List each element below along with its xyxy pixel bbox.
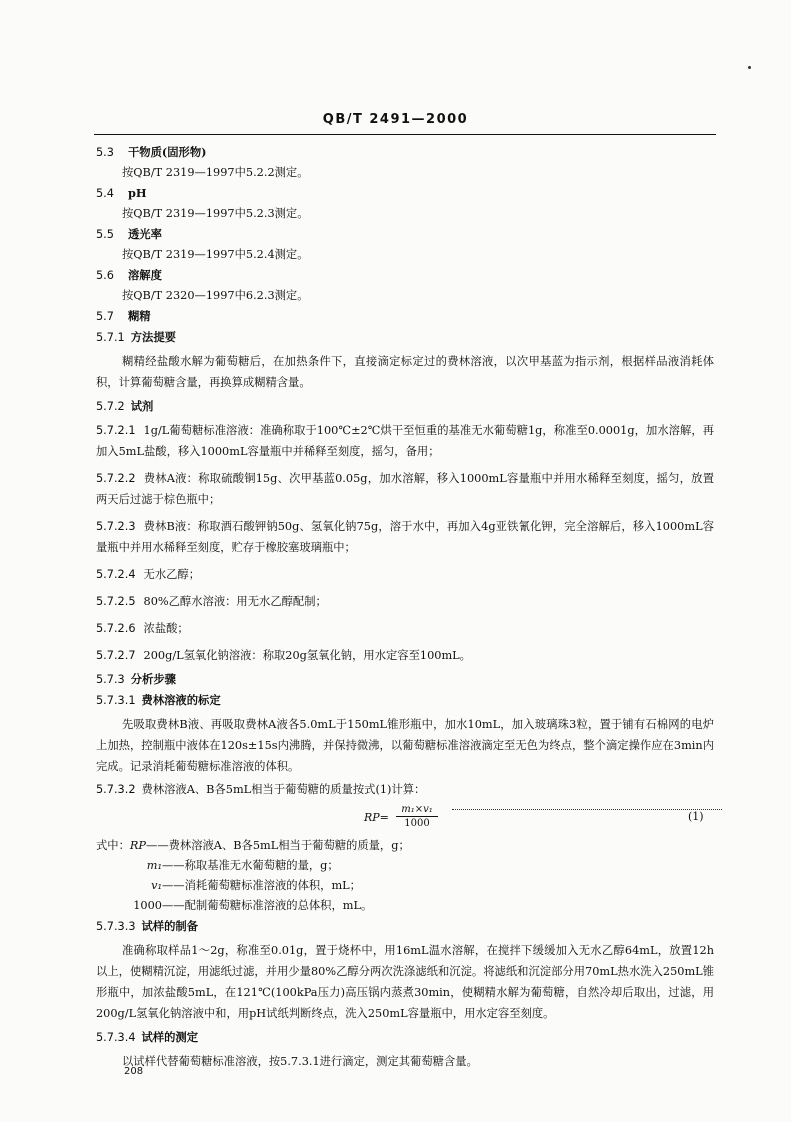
section-5-7-1-heading: 5.7.1 方法提要	[96, 330, 176, 344]
section-5-6-body: 按QB/T 2320—1997中6.2.3测定。	[122, 289, 309, 302]
variable-definition: v₁——消耗葡萄糖标准溶液的体积，mL；	[151, 879, 361, 892]
formula-lhs: RP=	[364, 811, 389, 824]
section-5-3-body: 按QB/T 2319—1997中5.2.2测定。	[122, 166, 309, 179]
section-5-7-2-heading: 5.7.2 试剂	[96, 399, 154, 413]
section-5-7-3-3-body: 准确称取样品1～2g，称准至0.01g，置于烧杯中，用16mL温水溶解，在搅拌下缓缓加入无水乙醇64mL，放置12h以上，使糊精沉淀，用滤纸过滤，并用少量80%乙醇分两次洗涤滤纸和沉淀。将滤纸和沉淀部分用70mL热水洗入250mL锥形瓶中，加浓盐酸5mL，在121℃(100kPa压力)高压锅内蒸煮30min，使糊精水解为葡萄糖，自然冷却后取出，过滤，用200g/L氢氧化钠溶液中和，用pH试纸判断终点，洗入250mL容量瓶中，用水定容至刻度。	[96, 944, 714, 1020]
section-5-7-3-1-body: 先吸取费林B液、再吸取费林A液各5.0mL于150mL锥形瓶中，加水10mL，加入玻璃珠3粒，置于铺有石棉网的电炉上加热，控制瓶中液体在120s±15s内沸腾，并保持微沸，以葡萄糖标准溶液滴定至无色为终点，整个滴定操作应在3min内完成。记录消耗葡萄糖标准溶液的体积。	[96, 718, 714, 773]
reagent-item: 5.7.2.1 1g/L葡萄糖标准溶液：准确称取于100℃±2℃烘干至恒重的基准无水葡萄糖1g，称准至0.0001g，加水溶解，再加入5mL盐酸，移入1000mL容量瓶中并稀释至刻度，摇匀，备用；	[96, 424, 714, 458]
reagent-item: 5.7.2.5 80%乙醇水溶液：用无水乙醇配制；	[96, 595, 327, 608]
section-5-7-3-4-body: 以试样代替葡萄糖标准溶液，按5.7.3.1进行滴定，测定其葡萄糖含量。	[122, 1055, 478, 1068]
reagent-item: 5.7.2.3 费林B液：称取酒石酸钾钠50g、氢氧化钠75g，溶于水中，再加入4g亚铁氰化钾，完全溶解后，移入1000mL容量瓶中并用水稀释至刻度，贮存于橡胶塞玻璃瓶中；	[96, 520, 714, 554]
section-5-4-body: 按QB/T 2319—1997中5.2.3测定。	[122, 207, 309, 220]
section-5-5-heading: 5.5 透光率	[96, 227, 162, 241]
variable-definition: 1000——配制葡萄糖标准溶液的总体积，mL。	[133, 899, 373, 912]
section-5-7-1-body: 糊精经盐酸水解为葡萄糖后，在加热条件下，直接滴定标定过的费林溶液，以次甲基蓝为指示剂，根据样品液消耗体积，计算葡萄糖含量，再换算成糊精含量。	[96, 355, 714, 389]
header-rule	[94, 134, 716, 135]
reagent-item: 5.7.2.2 费林A液：称取硫酸铜15g、次甲基蓝0.05g，加水溶解，移入1000mL容量瓶中并用水稀释至刻度，摇匀，放置两天后过滤于棕色瓶中；	[96, 472, 714, 506]
variable-definition: 式中：RP——费林溶液A、B各5mL相当于葡萄糖的质量，g；	[96, 839, 410, 852]
page-header: QB/T 2491—2000	[322, 112, 469, 127]
formula-1	[96, 803, 714, 833]
variable-definition: m₁——称取基准无水葡萄糖的量，g；	[146, 859, 339, 872]
section-5-6-heading: 5.6 溶解度	[96, 268, 162, 282]
section-5-7-3-heading: 5.7.3 分析步骤	[96, 672, 176, 686]
section-5-7-3-2-heading: 5.7.3.2 费林溶液A、B各5mL相当于葡萄糖的质量按式(1)计算：	[96, 783, 426, 796]
formula-leader	[452, 809, 722, 810]
scan-dot	[748, 66, 751, 69]
page-body	[96, 145, 714, 1078]
formula-fraction	[396, 803, 438, 830]
formula-number: (1)	[684, 810, 704, 823]
reagent-item: 5.7.2.7 200g/L氢氧化钠溶液：称取20g氢氧化钠，用水定容至100mL。	[96, 649, 471, 662]
section-5-5-body: 按QB/T 2319—1997中5.2.4测定。	[122, 248, 309, 261]
reagent-item: 5.7.2.4 无水乙醇；	[96, 568, 201, 581]
formula-numerator: m₁×v₁	[396, 803, 438, 817]
section-5-3-heading: 5.3 干物质(固形物)	[96, 145, 207, 159]
formula-denominator: 1000	[404, 818, 430, 829]
section-5-7-3-1-heading: 5.7.3.1 费林溶液的标定	[96, 693, 221, 707]
page-number: 208	[124, 1066, 144, 1077]
reagent-item: 5.7.2.6 浓盐酸；	[96, 622, 189, 635]
section-5-7-3-4-heading: 5.7.3.4 试样的测定	[96, 1030, 199, 1044]
section-5-7-3-3-heading: 5.7.3.3 试样的制备	[96, 919, 199, 933]
section-5-4-heading: 5.4 pH	[96, 186, 147, 200]
section-5-7-heading: 5.7 糊精	[96, 309, 151, 323]
